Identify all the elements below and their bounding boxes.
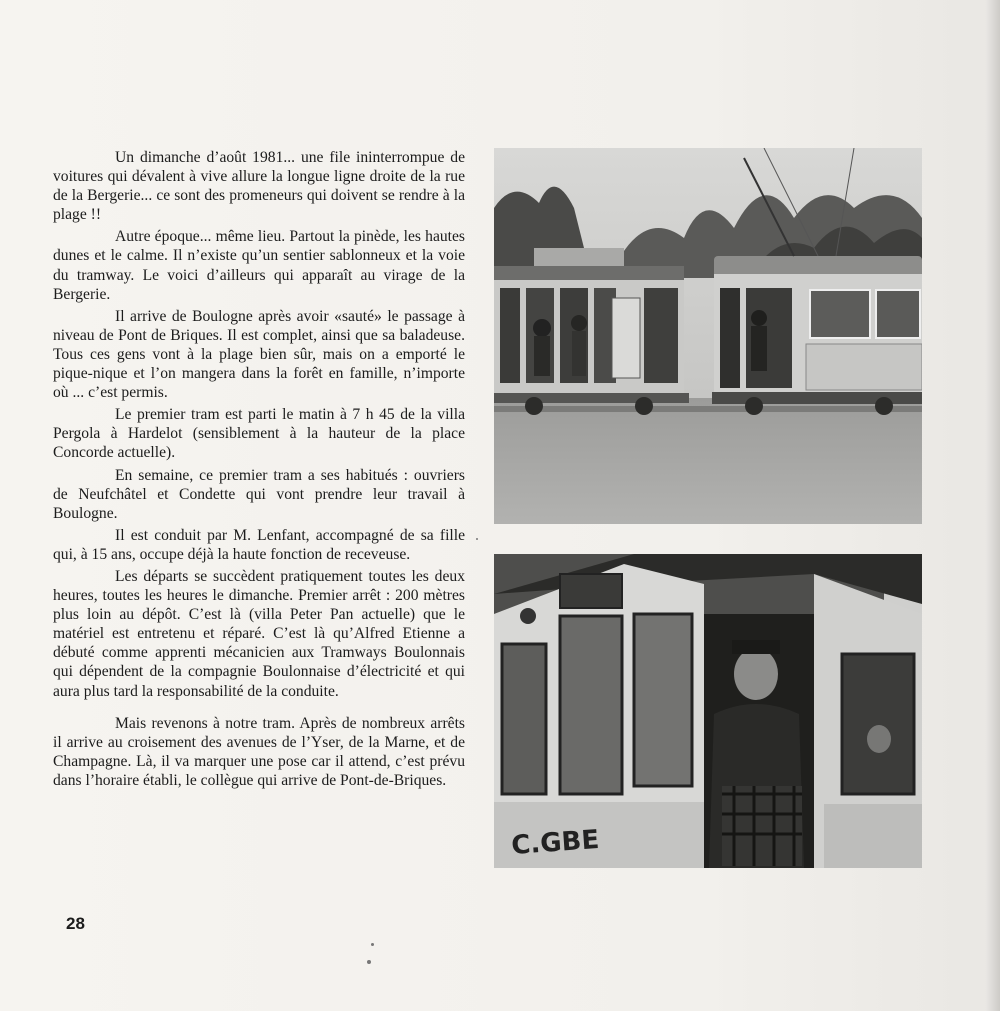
tram-driver-illustration xyxy=(494,554,922,868)
bleed-through-title xyxy=(130,78,990,138)
paragraph-7: Les départs se succèdent pratiquement toutes les deux heures, toutes les heures le dimanche. Premier arrêt : 200 mètres plus loin au dépôt. C’est là (villa Peter Pan actuelle) que le matériel est entretenu et réparé. C’est là qu’Alfred Etienne a débuté comme apprenti mécanicien aux Tramways Boulonnais qui dépendent de la compagnie Boulonnaise d’électricité et qui aura plus tard la responsabilité de la conduite. xyxy=(53,567,465,700)
paragraph-5: En semaine, ce premier tram a ses habitués : ouvriers de Neufchâtel et Condette qui vont prendre leur travail à Boulogne. xyxy=(53,466,465,522)
page-edge-shadow xyxy=(986,0,1000,1011)
tram-side-sign: C.GBE xyxy=(510,824,601,861)
paragraph-1: Un dimanche d’août 1981... une file ininterrompue de voitures qui dévalent à vive allure la longue ligne droite de la rue de la Bergerie... ce sont des promeneurs qui doivent se rendre à la plage !! xyxy=(53,149,465,224)
article-text-column xyxy=(53,148,465,793)
page-number: 28 xyxy=(66,914,85,933)
paper-speck xyxy=(367,960,371,964)
paragraph-3: Il arrive de Boulogne après avoir «sauté» le passage à niveau de Pont de Briques. Il est complet, ainsi que sa baladeuse. Tous ces gens vont à la plage bien sûr, mais on a emporté le pique-nique et l’on mangera dans la forêt en famille, n’importe où ... c’est permis. xyxy=(53,307,465,402)
paper-speck xyxy=(371,943,374,946)
photo-tram-in-forest xyxy=(494,148,922,524)
tram-forest-illustration xyxy=(494,148,922,524)
paper-speck xyxy=(476,538,478,540)
paragraph-6: Il est conduit par M. Lenfant, accompagné de sa fille qui, à 15 ans, occupe déjà la haute fonction de receveuse. xyxy=(53,526,465,563)
photo-tram-driver xyxy=(494,554,922,868)
paragraph-4: Le premier tram est parti le matin à 7 h 45 de la villa Pergola à Hardelot (sensiblement à la hauteur de la place Concorde actuelle). xyxy=(53,406,465,462)
paragraph-2: Autre époque... même lieu. Partout la pinède, les hautes dunes et le calme. Il n’existe qu’un sentier sablonneux et la voie du tramway. Le voici d’ailleurs qui apparaît au virage de la Bergerie. xyxy=(53,228,465,303)
paragraph-8: Mais revenons à notre tram. Après de nombreux arrêts il arrive au croisement des avenues de l’Yser, de la Marne, et de Champagne. Là, il va marquer une pose car il attend, c’est prévu dans l’horaire établi, le collègue qui arrive de Pont-de-Briques. xyxy=(53,714,465,789)
